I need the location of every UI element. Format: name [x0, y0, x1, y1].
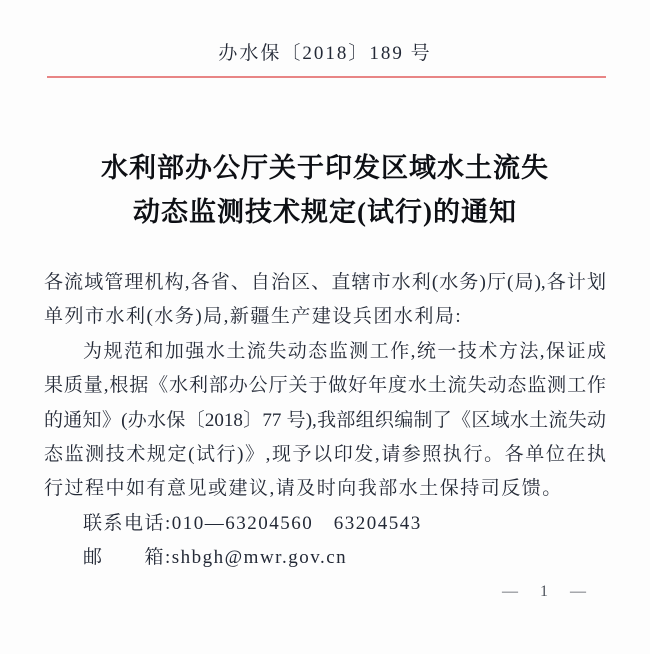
- red-divider-line: [47, 76, 606, 78]
- page-number: — 1 —: [502, 583, 590, 600]
- title-line-1: 水利部办公厅关于印发区域水土流失: [101, 153, 549, 183]
- body-line: 态监测技术规定(试行)》,现予以印发,请参照执行。各单位在执: [44, 443, 606, 465]
- body-line: 果质量,根据《水利部办公厅关于做好年度水土流失动态监测工作: [44, 375, 606, 397]
- contact-email-line: 邮 箱:shbgh@mwr.gov.cn: [83, 547, 348, 569]
- body-line: 的通知》(办水保〔2018〕77 号),我部组织编制了《区域水土流失动: [44, 409, 606, 431]
- body-text: [44, 266, 606, 576]
- body-line: 各流域管理机构,各省、自治区、直辖市水利(水务)厅(局),各计划: [44, 272, 606, 293]
- doc-number: 办水保〔2018〕189 号: [218, 43, 432, 64]
- body-line: 行过程中如有意见或建议,请及时向我部水土保持司反馈。: [44, 478, 563, 500]
- contact-phone-line: 联系电话:010—63204560 63204543: [83, 512, 422, 534]
- body-line: 为规范和加强水土流失动态监测工作,统一技术方法,保证成: [83, 340, 606, 362]
- body-line: 单列市水利(水务)局,新疆生产建设兵团水利局:: [44, 306, 463, 328]
- title-line-2: 动态监测技术规定(试行)的通知: [133, 197, 517, 227]
- document-title: [0, 146, 650, 234]
